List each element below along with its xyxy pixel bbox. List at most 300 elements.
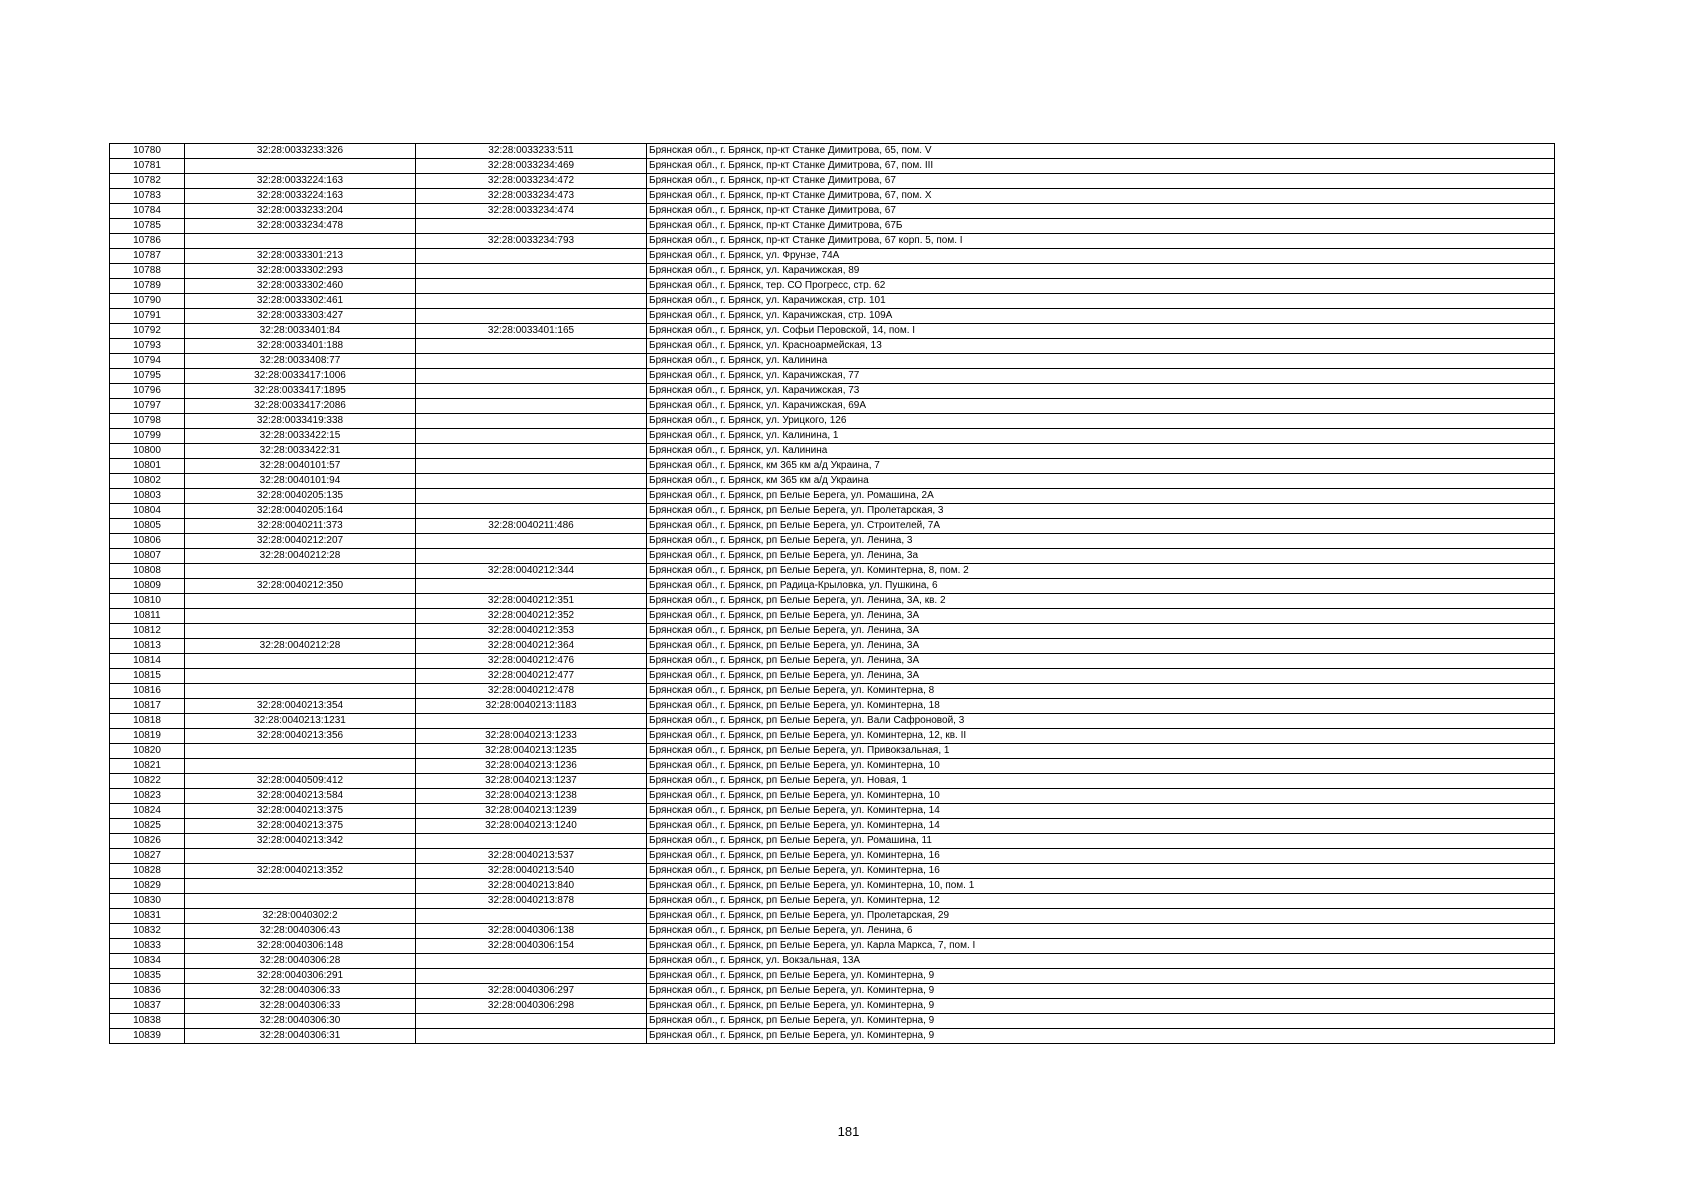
cadastral-number-cell bbox=[185, 684, 416, 699]
cadastral-number-cell: 32:28:0040306:30 bbox=[185, 1014, 416, 1029]
row-number-cell: 10786 bbox=[110, 234, 185, 249]
table-row bbox=[110, 279, 1555, 294]
row-number-cell: 10830 bbox=[110, 894, 185, 909]
cadastral-number-cell bbox=[185, 234, 416, 249]
address-cell: Брянская обл., г. Брянск, рп Белые Берега, ул. Коминтерна, 10, пом. 1 bbox=[647, 879, 1555, 894]
table-row bbox=[110, 864, 1555, 879]
object-number-cell: 32:28:0040213:1235 bbox=[416, 744, 647, 759]
object-number-cell bbox=[416, 579, 647, 594]
row-number-cell: 10829 bbox=[110, 879, 185, 894]
cadastral-number-cell: 32:28:0040212:28 bbox=[185, 639, 416, 654]
address-cell: Брянская обл., г. Брянск, рп Радица-Крыловка, ул. Пушкина, 6 bbox=[647, 579, 1555, 594]
table-row bbox=[110, 669, 1555, 684]
object-number-cell bbox=[416, 414, 647, 429]
table-row bbox=[110, 534, 1555, 549]
table-row bbox=[110, 894, 1555, 909]
row-number-cell: 10818 bbox=[110, 714, 185, 729]
address-cell: Брянская обл., г. Брянск, рп Белые Берега, ул. Ленина, 3А bbox=[647, 624, 1555, 639]
table-row bbox=[110, 819, 1555, 834]
address-cell: Брянская обл., г. Брянск, рп Белые Берега, ул. Коминтерна, 16 bbox=[647, 864, 1555, 879]
table-row bbox=[110, 654, 1555, 669]
table-row bbox=[110, 204, 1555, 219]
address-cell: Брянская обл., г. Брянск, ул. Калинина, 1 bbox=[647, 429, 1555, 444]
row-number-cell: 10783 bbox=[110, 189, 185, 204]
table-row bbox=[110, 399, 1555, 414]
table-row bbox=[110, 564, 1555, 579]
address-cell: Брянская обл., г. Брянск, км 365 км а/д Украина bbox=[647, 474, 1555, 489]
cadastral-number-cell bbox=[185, 654, 416, 669]
table-row bbox=[110, 834, 1555, 849]
cadastral-number-cell: 32:28:0033303:427 bbox=[185, 309, 416, 324]
table-row bbox=[110, 174, 1555, 189]
cadastral-number-cell: 32:28:0040205:135 bbox=[185, 489, 416, 504]
cadastral-number-cell: 32:28:0040213:356 bbox=[185, 729, 416, 744]
address-cell: Брянская обл., г. Брянск, ул. Карачижская, 77 bbox=[647, 369, 1555, 384]
object-number-cell bbox=[416, 339, 647, 354]
address-cell: Брянская обл., г. Брянск, рп Белые Берега, ул. Новая, 1 bbox=[647, 774, 1555, 789]
row-number-cell: 10789 bbox=[110, 279, 185, 294]
object-number-cell bbox=[416, 969, 647, 984]
cadastral-number-cell bbox=[185, 669, 416, 684]
table-row bbox=[110, 369, 1555, 384]
address-cell: Брянская обл., г. Брянск, рп Белые Берега, ул. Ромашина, 11 bbox=[647, 834, 1555, 849]
address-cell: Брянская обл., г. Брянск, ул. Вокзальная, 13А bbox=[647, 954, 1555, 969]
address-cell: Брянская обл., г. Брянск, рп Белые Берега, ул. Коминтерна, 14 bbox=[647, 819, 1555, 834]
object-number-cell: 32:28:0040212:351 bbox=[416, 594, 647, 609]
object-number-cell: 32:28:0040213:1237 bbox=[416, 774, 647, 789]
object-number-cell bbox=[416, 714, 647, 729]
table-row bbox=[110, 429, 1555, 444]
table-row bbox=[110, 1029, 1555, 1044]
address-cell: Брянская обл., г. Брянск, рп Белые Берега, ул. Привокзальная, 1 bbox=[647, 744, 1555, 759]
table-row bbox=[110, 144, 1555, 159]
object-number-cell bbox=[416, 264, 647, 279]
object-number-cell bbox=[416, 309, 647, 324]
address-cell: Брянская обл., г. Брянск, пр-кт Станке Димитрова, 67 корп. 5, пом. I bbox=[647, 234, 1555, 249]
address-cell: Брянская обл., г. Брянск, пр-кт Станке Димитрова, 65, пом. V bbox=[647, 144, 1555, 159]
address-cell: Брянская обл., г. Брянск, ул. Софьи Перовской, 14, пом. I bbox=[647, 324, 1555, 339]
address-cell: Брянская обл., г. Брянск, рп Белые Берега, ул. Ленина, 3А bbox=[647, 669, 1555, 684]
row-number-cell: 10817 bbox=[110, 699, 185, 714]
table-row bbox=[110, 624, 1555, 639]
table-row bbox=[110, 444, 1555, 459]
row-number-cell: 10824 bbox=[110, 804, 185, 819]
object-number-cell bbox=[416, 249, 647, 264]
object-number-cell: 32:28:0040213:537 bbox=[416, 849, 647, 864]
address-cell: Брянская обл., г. Брянск, рп Белые Берега, ул. Коминтерна, 18 bbox=[647, 699, 1555, 714]
table-row bbox=[110, 579, 1555, 594]
address-cell: Брянская обл., г. Брянск, рп Белые Берега, ул. Строителей, 7А bbox=[647, 519, 1555, 534]
table-row bbox=[110, 549, 1555, 564]
row-number-cell: 10793 bbox=[110, 339, 185, 354]
row-number-cell: 10781 bbox=[110, 159, 185, 174]
object-number-cell: 32:28:0040213:1236 bbox=[416, 759, 647, 774]
table-row bbox=[110, 219, 1555, 234]
cadastral-number-cell: 32:28:0040306:33 bbox=[185, 984, 416, 999]
row-number-cell: 10814 bbox=[110, 654, 185, 669]
address-cell: Брянская обл., г. Брянск, рп Белые Берега, ул. Пролетарская, 3 bbox=[647, 504, 1555, 519]
row-number-cell: 10799 bbox=[110, 429, 185, 444]
table-row bbox=[110, 234, 1555, 249]
object-number-cell: 32:28:0040212:353 bbox=[416, 624, 647, 639]
cadastral-number-cell: 32:28:0033302:293 bbox=[185, 264, 416, 279]
object-number-cell bbox=[416, 534, 647, 549]
table-row bbox=[110, 189, 1555, 204]
address-cell: Брянская обл., г. Брянск, ул. Урицкого, 126 bbox=[647, 414, 1555, 429]
object-number-cell: 32:28:0040212:478 bbox=[416, 684, 647, 699]
object-number-cell bbox=[416, 909, 647, 924]
table-row bbox=[110, 684, 1555, 699]
table-row bbox=[110, 639, 1555, 654]
table-row bbox=[110, 939, 1555, 954]
table-row bbox=[110, 459, 1555, 474]
row-number-cell: 10800 bbox=[110, 444, 185, 459]
address-cell: Брянская обл., г. Брянск, рп Белые Берега, ул. Коминтерна, 10 bbox=[647, 789, 1555, 804]
table-row bbox=[110, 744, 1555, 759]
address-cell: Брянская обл., г. Брянск, рп Белые Берега, ул. Коминтерна, 14 bbox=[647, 804, 1555, 819]
object-number-cell bbox=[416, 549, 647, 564]
table-row bbox=[110, 804, 1555, 819]
cadastral-number-cell: 32:28:0033233:326 bbox=[185, 144, 416, 159]
row-number-cell: 10812 bbox=[110, 624, 185, 639]
address-cell: Брянская обл., г. Брянск, рп Белые Берега, ул. Ленина, 3А, кв. 2 bbox=[647, 594, 1555, 609]
cadastral-number-cell: 32:28:0040101:57 bbox=[185, 459, 416, 474]
cadastral-table bbox=[109, 143, 1555, 1044]
object-number-cell: 32:28:0033234:469 bbox=[416, 159, 647, 174]
address-cell: Брянская обл., г. Брянск, рп Белые Берега, ул. Ленина, 3А bbox=[647, 609, 1555, 624]
object-number-cell bbox=[416, 399, 647, 414]
row-number-cell: 10806 bbox=[110, 534, 185, 549]
row-number-cell: 10795 bbox=[110, 369, 185, 384]
address-cell: Брянская обл., г. Брянск, рп Белые Берега, ул. Ромашина, 2А bbox=[647, 489, 1555, 504]
row-number-cell: 10826 bbox=[110, 834, 185, 849]
cadastral-number-cell: 32:28:0040212:28 bbox=[185, 549, 416, 564]
cadastral-number-cell: 32:28:0033301:213 bbox=[185, 249, 416, 264]
row-number-cell: 10801 bbox=[110, 459, 185, 474]
object-number-cell bbox=[416, 474, 647, 489]
cadastral-number-cell: 32:28:0040213:375 bbox=[185, 804, 416, 819]
address-cell: Брянская обл., г. Брянск, тер. СО Прогресс, стр. 62 bbox=[647, 279, 1555, 294]
table-row bbox=[110, 504, 1555, 519]
object-number-cell: 32:28:0033234:472 bbox=[416, 174, 647, 189]
object-number-cell: 32:28:0040212:476 bbox=[416, 654, 647, 669]
object-number-cell: 32:28:0040213:1233 bbox=[416, 729, 647, 744]
cadastral-number-cell: 32:28:0040213:584 bbox=[185, 789, 416, 804]
cadastral-number-cell: 32:28:0033302:461 bbox=[185, 294, 416, 309]
row-number-cell: 10813 bbox=[110, 639, 185, 654]
row-number-cell: 10798 bbox=[110, 414, 185, 429]
row-number-cell: 10794 bbox=[110, 354, 185, 369]
address-cell: Брянская обл., г. Брянск, рп Белые Берега, ул. Коминтерна, 16 bbox=[647, 849, 1555, 864]
object-number-cell: 32:28:0040213:540 bbox=[416, 864, 647, 879]
address-cell: Брянская обл., г. Брянск, рп Белые Берега, ул. Коминтерна, 10 bbox=[647, 759, 1555, 774]
address-cell: Брянская обл., г. Брянск, пр-кт Станке Димитрова, 67, пом. X bbox=[647, 189, 1555, 204]
table-row bbox=[110, 1014, 1555, 1029]
table-row bbox=[110, 264, 1555, 279]
table-row bbox=[110, 984, 1555, 999]
row-number-cell: 10831 bbox=[110, 909, 185, 924]
cadastral-number-cell: 32:28:0033417:2086 bbox=[185, 399, 416, 414]
object-number-cell: 32:28:0040213:1240 bbox=[416, 819, 647, 834]
object-number-cell: 32:28:0040212:477 bbox=[416, 669, 647, 684]
cadastral-number-cell: 32:28:0040212:207 bbox=[185, 534, 416, 549]
cadastral-number-cell bbox=[185, 564, 416, 579]
object-number-cell bbox=[416, 1029, 647, 1044]
object-number-cell: 32:28:0040306:297 bbox=[416, 984, 647, 999]
cadastral-number-cell: 32:28:0040211:373 bbox=[185, 519, 416, 534]
row-number-cell: 10809 bbox=[110, 579, 185, 594]
cadastral-number-cell: 32:28:0033224:163 bbox=[185, 189, 416, 204]
object-number-cell: 32:28:0040211:486 bbox=[416, 519, 647, 534]
object-number-cell: 32:28:0033233:511 bbox=[416, 144, 647, 159]
address-cell: Брянская обл., г. Брянск, рп Белые Берега, ул. Ленина, 3а bbox=[647, 549, 1555, 564]
cadastral-number-cell: 32:28:0033224:163 bbox=[185, 174, 416, 189]
object-number-cell: 32:28:0040213:878 bbox=[416, 894, 647, 909]
object-number-cell bbox=[416, 834, 647, 849]
object-number-cell: 32:28:0033401:165 bbox=[416, 324, 647, 339]
address-cell: Брянская обл., г. Брянск, рп Белые Берега, ул. Коминтерна, 9 bbox=[647, 969, 1555, 984]
cadastral-number-cell bbox=[185, 609, 416, 624]
object-number-cell bbox=[416, 369, 647, 384]
row-number-cell: 10796 bbox=[110, 384, 185, 399]
address-cell: Брянская обл., г. Брянск, пр-кт Станке Димитрова, 67 bbox=[647, 204, 1555, 219]
address-cell: Брянская обл., г. Брянск, рп Белые Берега, ул. Коминтерна, 9 bbox=[647, 1014, 1555, 1029]
row-number-cell: 10811 bbox=[110, 609, 185, 624]
row-number-cell: 10825 bbox=[110, 819, 185, 834]
address-cell: Брянская обл., г. Брянск, ул. Калинина bbox=[647, 354, 1555, 369]
table-row bbox=[110, 954, 1555, 969]
object-number-cell bbox=[416, 504, 647, 519]
row-number-cell: 10838 bbox=[110, 1014, 185, 1029]
table-row bbox=[110, 774, 1555, 789]
row-number-cell: 10807 bbox=[110, 549, 185, 564]
address-cell: Брянская обл., г. Брянск, км 365 км а/д Украина, 7 bbox=[647, 459, 1555, 474]
address-cell: Брянская обл., г. Брянск, рп Белые Берега, ул. Коминтерна, 12 bbox=[647, 894, 1555, 909]
object-number-cell: 32:28:0033234:473 bbox=[416, 189, 647, 204]
cadastral-number-cell bbox=[185, 624, 416, 639]
cadastral-number-cell: 32:28:0040213:352 bbox=[185, 864, 416, 879]
row-number-cell: 10785 bbox=[110, 219, 185, 234]
object-number-cell bbox=[416, 279, 647, 294]
cadastral-number-cell: 32:28:0033417:1006 bbox=[185, 369, 416, 384]
object-number-cell: 32:28:0040213:1239 bbox=[416, 804, 647, 819]
address-cell: Брянская обл., г. Брянск, ул. Калинина bbox=[647, 444, 1555, 459]
table-row bbox=[110, 384, 1555, 399]
table-row bbox=[110, 609, 1555, 624]
row-number-cell: 10808 bbox=[110, 564, 185, 579]
cadastral-number-cell: 32:28:0033419:338 bbox=[185, 414, 416, 429]
cadastral-number-cell bbox=[185, 879, 416, 894]
object-number-cell: 32:28:0040213:1183 bbox=[416, 699, 647, 714]
address-cell: Брянская обл., г. Брянск, ул. Карачижская, стр. 109А bbox=[647, 309, 1555, 324]
cadastral-number-cell: 32:28:0033422:31 bbox=[185, 444, 416, 459]
table-row bbox=[110, 879, 1555, 894]
cadastral-number-cell: 32:28:0033417:1895 bbox=[185, 384, 416, 399]
object-number-cell: 32:28:0040306:138 bbox=[416, 924, 647, 939]
address-cell: Брянская обл., г. Брянск, рп Белые Берега, ул. Ленина, 3 bbox=[647, 534, 1555, 549]
cadastral-number-cell: 32:28:0040306:43 bbox=[185, 924, 416, 939]
object-number-cell bbox=[416, 384, 647, 399]
cadastral-number-cell bbox=[185, 744, 416, 759]
row-number-cell: 10792 bbox=[110, 324, 185, 339]
row-number-cell: 10788 bbox=[110, 264, 185, 279]
object-number-cell bbox=[416, 1014, 647, 1029]
object-number-cell: 32:28:0040213:840 bbox=[416, 879, 647, 894]
address-cell: Брянская обл., г. Брянск, ул. Карачижская, 73 bbox=[647, 384, 1555, 399]
cadastral-number-cell: 32:28:0033234:478 bbox=[185, 219, 416, 234]
row-number-cell: 10787 bbox=[110, 249, 185, 264]
cadastral-number-cell: 32:28:0033233:204 bbox=[185, 204, 416, 219]
cadastral-number-cell: 32:28:0040101:94 bbox=[185, 474, 416, 489]
cadastral-number-cell: 32:28:0040213:342 bbox=[185, 834, 416, 849]
row-number-cell: 10780 bbox=[110, 144, 185, 159]
address-cell: Брянская обл., г. Брянск, рп Белые Берега, ул. Коминтерна, 12, кв. II bbox=[647, 729, 1555, 744]
table-body bbox=[110, 144, 1555, 1044]
table-row bbox=[110, 729, 1555, 744]
cadastral-number-cell: 32:28:0040509:412 bbox=[185, 774, 416, 789]
cadastral-number-cell: 32:28:0033408:77 bbox=[185, 354, 416, 369]
object-number-cell: 32:28:0033234:474 bbox=[416, 204, 647, 219]
table-row bbox=[110, 789, 1555, 804]
cadastral-number-cell: 32:28:0040306:28 bbox=[185, 954, 416, 969]
cadastral-number-cell: 32:28:0040213:354 bbox=[185, 699, 416, 714]
address-cell: Брянская обл., г. Брянск, рп Белые Берега, ул. Ленина, 6 bbox=[647, 924, 1555, 939]
row-number-cell: 10815 bbox=[110, 669, 185, 684]
table-row bbox=[110, 594, 1555, 609]
cadastral-number-cell bbox=[185, 849, 416, 864]
row-number-cell: 10819 bbox=[110, 729, 185, 744]
object-number-cell bbox=[416, 444, 647, 459]
cadastral-number-cell bbox=[185, 594, 416, 609]
row-number-cell: 10790 bbox=[110, 294, 185, 309]
address-cell: Брянская обл., г. Брянск, ул. Карачижская, 89 bbox=[647, 264, 1555, 279]
row-number-cell: 10810 bbox=[110, 594, 185, 609]
address-cell: Брянская обл., г. Брянск, рп Белые Берега, ул. Коминтерна, 8 bbox=[647, 684, 1555, 699]
cadastral-number-cell: 32:28:0033422:15 bbox=[185, 429, 416, 444]
row-number-cell: 10804 bbox=[110, 504, 185, 519]
row-number-cell: 10784 bbox=[110, 204, 185, 219]
table-row bbox=[110, 294, 1555, 309]
address-cell: Брянская обл., г. Брянск, рп Белые Берега, ул. Коминтерна, 9 bbox=[647, 1029, 1555, 1044]
object-number-cell bbox=[416, 354, 647, 369]
address-cell: Брянская обл., г. Брянск, рп Белые Берега, ул. Карла Маркса, 7, пом. I bbox=[647, 939, 1555, 954]
address-cell: Брянская обл., г. Брянск, пр-кт Станке Димитрова, 67, пом. III bbox=[647, 159, 1555, 174]
cadastral-number-cell bbox=[185, 894, 416, 909]
row-number-cell: 10803 bbox=[110, 489, 185, 504]
row-number-cell: 10832 bbox=[110, 924, 185, 939]
table-row bbox=[110, 159, 1555, 174]
row-number-cell: 10836 bbox=[110, 984, 185, 999]
address-cell: Брянская обл., г. Брянск, ул. Фрунзе, 74А bbox=[647, 249, 1555, 264]
object-number-cell: 32:28:0040212:352 bbox=[416, 609, 647, 624]
row-number-cell: 10834 bbox=[110, 954, 185, 969]
address-cell: Брянская обл., г. Брянск, рп Белые Берега, ул. Коминтерна, 9 bbox=[647, 999, 1555, 1014]
address-cell: Брянская обл., г. Брянск, пр-кт Станке Димитрова, 67 bbox=[647, 174, 1555, 189]
cadastral-number-cell: 32:28:0040213:1231 bbox=[185, 714, 416, 729]
cadastral-number-cell: 32:28:0033401:188 bbox=[185, 339, 416, 354]
table-row bbox=[110, 714, 1555, 729]
table-row bbox=[110, 999, 1555, 1014]
object-number-cell bbox=[416, 219, 647, 234]
cadastral-number-cell: 32:28:0040306:31 bbox=[185, 1029, 416, 1044]
row-number-cell: 10797 bbox=[110, 399, 185, 414]
row-number-cell: 10827 bbox=[110, 849, 185, 864]
table-row bbox=[110, 969, 1555, 984]
table-row bbox=[110, 699, 1555, 714]
row-number-cell: 10816 bbox=[110, 684, 185, 699]
table-row bbox=[110, 759, 1555, 774]
table-row bbox=[110, 309, 1555, 324]
address-cell: Брянская обл., г. Брянск, рп Белые Берега, ул. Вали Сафроновой, 3 bbox=[647, 714, 1555, 729]
cadastral-number-cell: 32:28:0033302:460 bbox=[185, 279, 416, 294]
row-number-cell: 10802 bbox=[110, 474, 185, 489]
table-row bbox=[110, 339, 1555, 354]
row-number-cell: 10820 bbox=[110, 744, 185, 759]
address-cell: Брянская обл., г. Брянск, рп Белые Берега, ул. Ленина, 3А bbox=[647, 639, 1555, 654]
cadastral-number-cell: 32:28:0040205:164 bbox=[185, 504, 416, 519]
address-cell: Брянская обл., г. Брянск, рп Белые Берега, ул. Ленина, 3А bbox=[647, 654, 1555, 669]
object-number-cell bbox=[416, 954, 647, 969]
address-cell: Брянская обл., г. Брянск, ул. Карачижская, 69А bbox=[647, 399, 1555, 414]
row-number-cell: 10822 bbox=[110, 774, 185, 789]
address-cell: Брянская обл., г. Брянск, рп Белые Берега, ул. Коминтерна, 8, пом. 2 bbox=[647, 564, 1555, 579]
row-number-cell: 10821 bbox=[110, 759, 185, 774]
row-number-cell: 10833 bbox=[110, 939, 185, 954]
object-number-cell: 32:28:0033234:793 bbox=[416, 234, 647, 249]
cadastral-number-cell: 32:28:0040302:2 bbox=[185, 909, 416, 924]
cadastral-number-cell: 32:28:0040306:33 bbox=[185, 999, 416, 1014]
row-number-cell: 10835 bbox=[110, 969, 185, 984]
table-row bbox=[110, 354, 1555, 369]
cadastral-number-cell: 32:28:0033401:84 bbox=[185, 324, 416, 339]
table-row bbox=[110, 249, 1555, 264]
row-number-cell: 10839 bbox=[110, 1029, 185, 1044]
table-row bbox=[110, 474, 1555, 489]
row-number-cell: 10837 bbox=[110, 999, 185, 1014]
row-number-cell: 10782 bbox=[110, 174, 185, 189]
cadastral-number-cell: 32:28:0040306:291 bbox=[185, 969, 416, 984]
address-cell: Брянская обл., г. Брянск, ул. Красноармейская, 13 bbox=[647, 339, 1555, 354]
cadastral-number-cell: 32:28:0040306:148 bbox=[185, 939, 416, 954]
object-number-cell bbox=[416, 294, 647, 309]
table-row bbox=[110, 489, 1555, 504]
object-number-cell: 32:28:0040212:364 bbox=[416, 639, 647, 654]
row-number-cell: 10828 bbox=[110, 864, 185, 879]
cadastral-number-cell bbox=[185, 759, 416, 774]
address-cell: Брянская обл., г. Брянск, ул. Карачижская, стр. 101 bbox=[647, 294, 1555, 309]
address-cell: Брянская обл., г. Брянск, пр-кт Станке Димитрова, 67Б bbox=[647, 219, 1555, 234]
row-number-cell: 10823 bbox=[110, 789, 185, 804]
cadastral-number-cell: 32:28:0040212:350 bbox=[185, 579, 416, 594]
address-cell: Брянская обл., г. Брянск, рп Белые Берега, ул. Коминтерна, 9 bbox=[647, 984, 1555, 999]
row-number-cell: 10791 bbox=[110, 309, 185, 324]
table-row bbox=[110, 324, 1555, 339]
cadastral-number-cell: 32:28:0040213:375 bbox=[185, 819, 416, 834]
page-number: 181 bbox=[837, 1124, 860, 1139]
object-number-cell: 32:28:0040213:1238 bbox=[416, 789, 647, 804]
object-number-cell: 32:28:0040306:154 bbox=[416, 939, 647, 954]
object-number-cell bbox=[416, 489, 647, 504]
cadastral-number-cell bbox=[185, 159, 416, 174]
address-cell: Брянская обл., г. Брянск, рп Белые Берега, ул. Пролетарская, 29 bbox=[647, 909, 1555, 924]
object-number-cell bbox=[416, 459, 647, 474]
table-row bbox=[110, 414, 1555, 429]
table-row bbox=[110, 924, 1555, 939]
object-number-cell: 32:28:0040306:298 bbox=[416, 999, 647, 1014]
table-row bbox=[110, 849, 1555, 864]
table-row bbox=[110, 519, 1555, 534]
object-number-cell: 32:28:0040212:344 bbox=[416, 564, 647, 579]
